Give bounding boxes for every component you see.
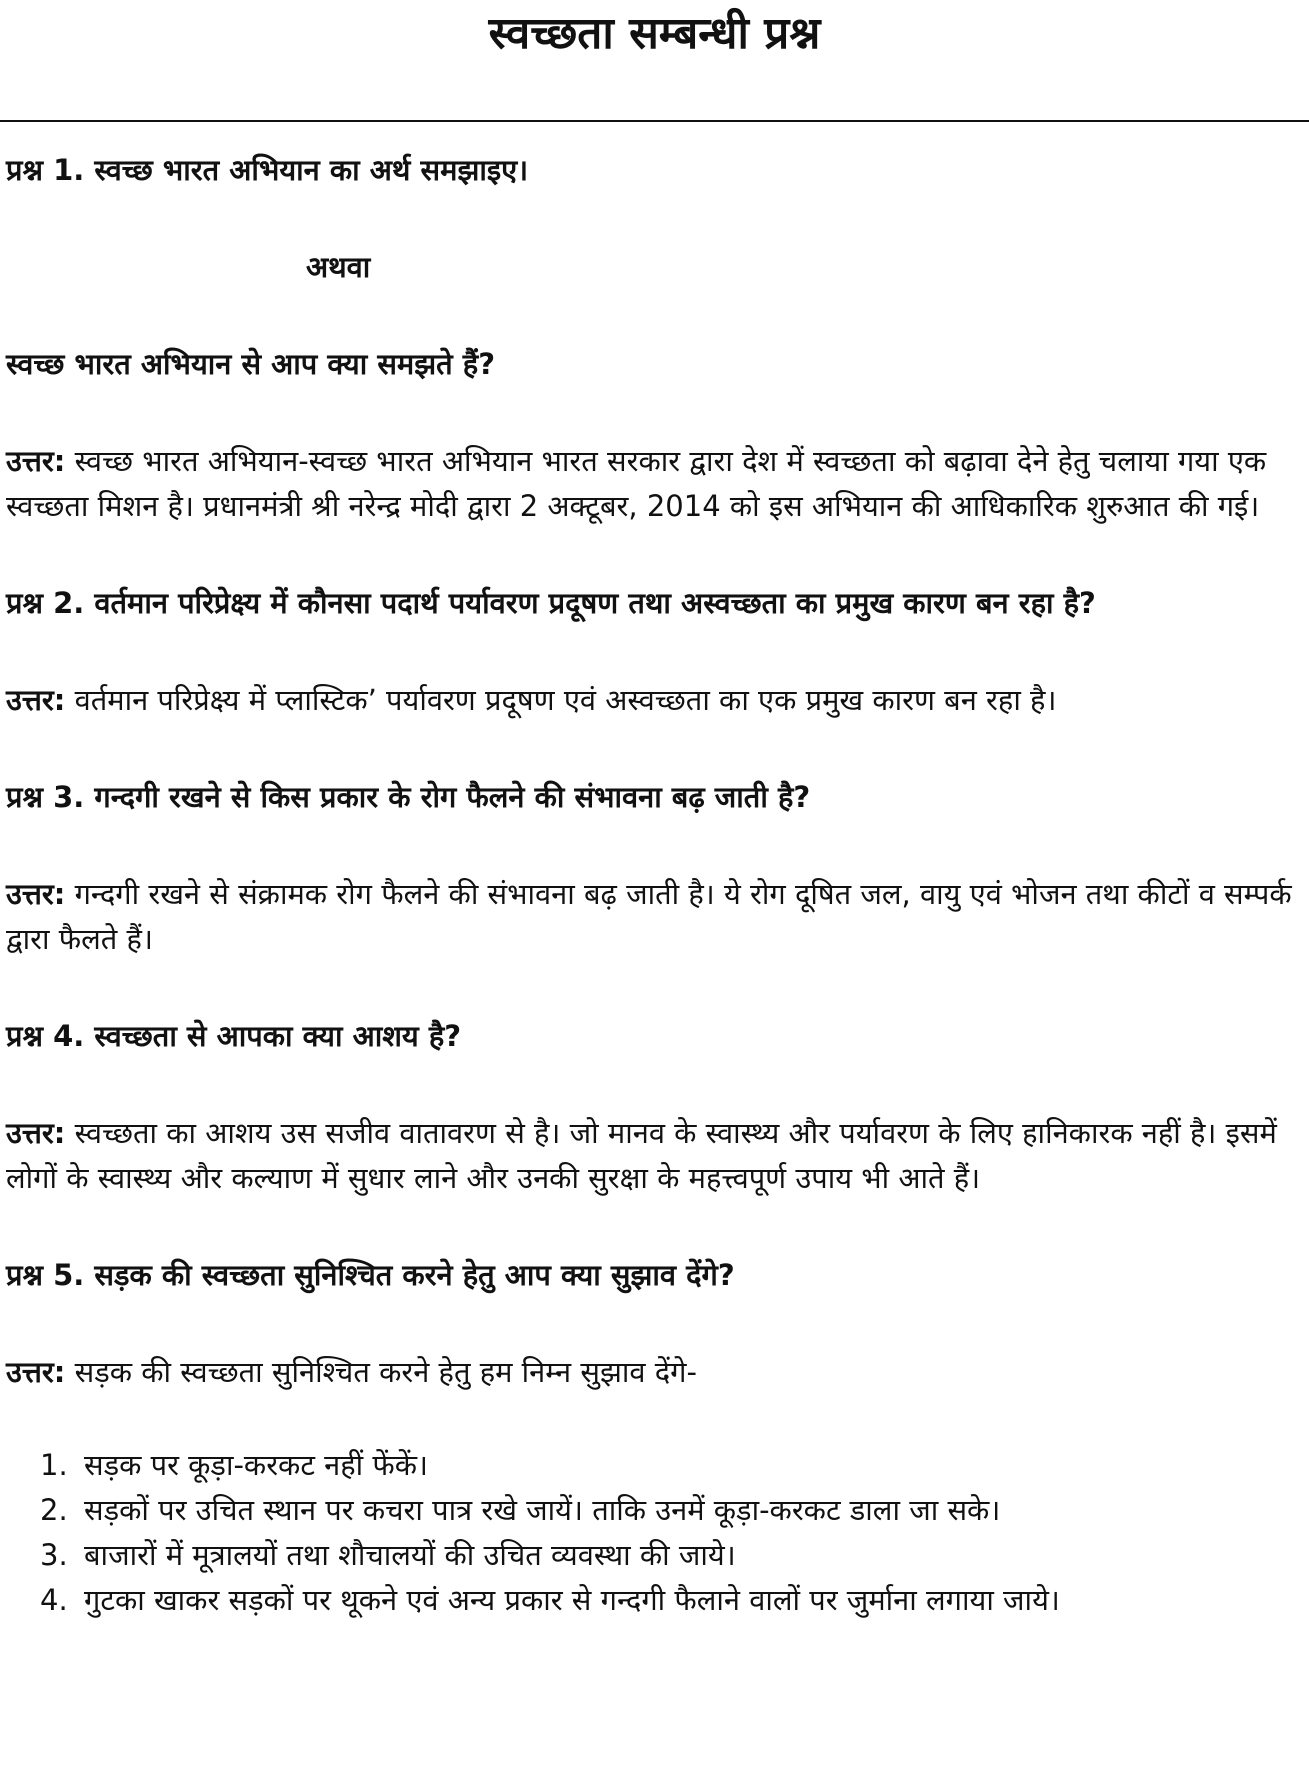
answer-label: उत्तर: <box>6 683 66 717</box>
answer-4-text: स्वच्छता का आशय उस सजीव वातावरण से है। जो मानव के स्वास्थ्य और पर्यावरण के लिए हानिकारक नहीं है। इसमें लोगों के स्वास्थ्य और कल्याण में सुधार लाने और उनकी सुरक्षा के महत्त्वपूर्ण उपाय भी आते हैं। <box>6 1116 1277 1195</box>
answer-label: उत्तर: <box>6 1116 66 1150</box>
answer-3 <box>6 872 1296 962</box>
list-item-number: 1. <box>40 1448 68 1482</box>
list-item <box>6 1443 1296 1488</box>
question-2: प्रश्न 2. वर्तमान परिप्रेक्ष्य में कौनसा पदार्थ पर्यावरण प्रदूषण तथा अस्वच्छता का प्रमुख कारण बन रहा है? <box>6 586 1096 620</box>
list-item-text: सड़कों पर उचित स्थान पर कचरा पात्र रखे जायें। ताकि उनमें कूड़ा-करकट डाला जा सके। <box>84 1493 1001 1527</box>
page-title: स्वच्छता सम्बन्धी प्रश्न <box>488 8 821 59</box>
answer-2-text: वर्तमान परिप्रेक्ष्य में प्लास्टिक’ पर्यावरण प्रदूषण एवं अस्वच्छता का एक प्रमुख कारण बन रहा है। <box>74 683 1057 717</box>
answer-5 <box>6 1350 1296 1395</box>
question-3: प्रश्न 3. गन्दगी रखने से किस प्रकार के रोग फैलने की संभावना बढ़ जाती है? <box>6 780 811 814</box>
list-item <box>6 1488 1296 1533</box>
list-item-number: 3. <box>40 1538 68 1572</box>
answer-2 <box>6 678 1296 723</box>
answer-label: उत्तर: <box>6 1355 66 1389</box>
title-divider <box>0 120 1309 122</box>
qa-content <box>6 148 1296 1623</box>
list-item-text: गुटका खाकर सड़कों पर थूकने एवं अन्य प्रकार से गन्दगी फैलाने वालों पर जुर्माना लगाया जाये। <box>84 1583 1060 1617</box>
list-item-number: 4. <box>40 1583 68 1617</box>
answer-5-text: सड़क की स्वच्छता सुनिश्चित करने हेतु हम निम्न सुझाव देंगे- <box>74 1355 697 1389</box>
question-5: प्रश्न 5. सड़क की स्वच्छता सुनिश्चित करने हेतु आप क्या सुझाव देंगे? <box>6 1258 735 1292</box>
answer-label: उत्तर: <box>6 877 66 911</box>
answer-1 <box>6 439 1296 529</box>
question-1: प्रश्न 1. स्वच्छ भारत अभियान का अर्थ समझाइए। <box>6 153 529 187</box>
answer-3-text: गन्दगी रखने से संक्रामक रोग फैलने की संभावना बढ़ जाती है। ये रोग दूषित जल, वायु एवं भोजन तथा कीटों व सम्पर्क द्वारा फैलते हैं। <box>6 877 1292 956</box>
answer-4 <box>6 1111 1296 1201</box>
answer-label: उत्तर: <box>6 444 66 478</box>
answer-1-text: स्वच्छ भारत अभियान-स्वच्छ भारत अभियान भारत सरकार द्वारा देश में स्वच्छता को बढ़ावा देने हेतु चलाया गया एक स्वच्छता मिशन है। प्रधानमंत्री श्री नरेन्द्र मोदी द्वारा 2 अक्टूबर, 2014 को इस अभियान की आधिकारिक शुरुआत की गई। <box>6 444 1267 523</box>
question-4: प्रश्न 4. स्वच्छता से आपका क्या आशय है? <box>6 1019 462 1053</box>
suggestion-list <box>6 1443 1296 1623</box>
list-item-text: सड़क पर कूड़ा-करकट नहीं फेंकें। <box>84 1448 429 1482</box>
question-1-or: अथवा <box>306 250 371 284</box>
list-item <box>6 1533 1296 1578</box>
list-item-text: बाजारों में मूत्रालयों तथा शौचालयों की उचित व्यवस्था की जाये। <box>84 1538 736 1572</box>
list-item-number: 2. <box>40 1493 68 1527</box>
question-1-alt: स्वच्छ भारत अभियान से आप क्या समझते हैं? <box>6 347 496 381</box>
list-item <box>6 1578 1296 1623</box>
